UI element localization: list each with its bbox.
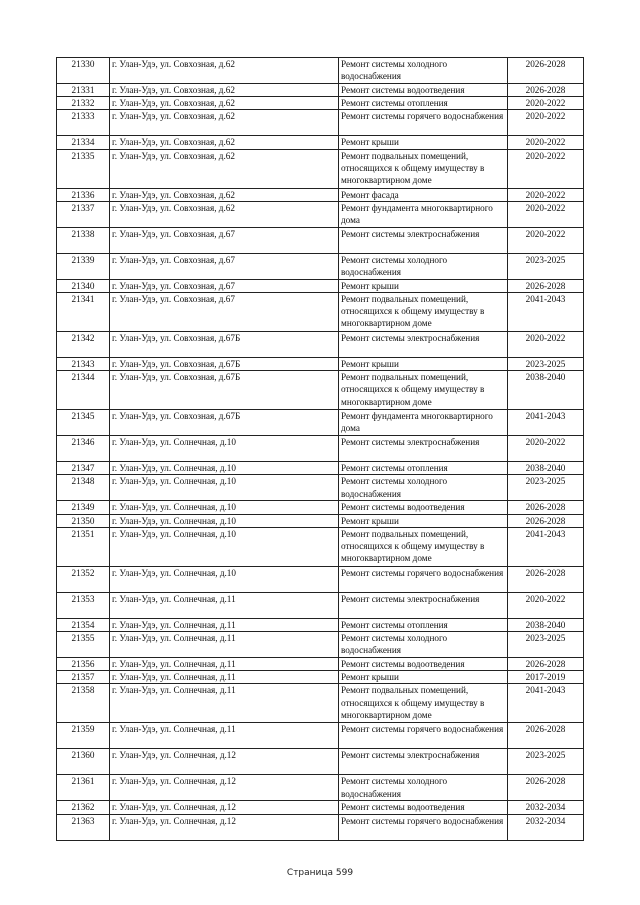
cell-number: 21360	[57, 749, 110, 775]
table-row	[57, 279, 584, 292]
cell-period: 2041-2043	[508, 293, 584, 332]
cell-address: г. Улан-Удэ, ул. Совхозная, д.62	[110, 58, 339, 84]
table-row	[57, 749, 584, 775]
cell-number: 21346	[57, 436, 110, 462]
cell-address: г. Улан-Удэ, ул. Солнечная, д.11	[110, 592, 339, 618]
cell-address: г. Улан-Удэ, ул. Совхозная, д.62	[110, 149, 339, 188]
cell-work-type: Ремонт системы электроснабжения	[339, 436, 508, 462]
cell-work-type: Ремонт системы холодного водоснабжения	[339, 253, 508, 279]
table-row	[57, 371, 584, 410]
cell-work-type: Ремонт системы горячего водоснабжения	[339, 110, 508, 136]
cell-period: 2041-2043	[508, 410, 584, 436]
cell-period: 2026-2028	[508, 501, 584, 514]
cell-address: г. Улан-Удэ, ул. Солнечная, д.11	[110, 632, 339, 658]
cell-number: 21341	[57, 293, 110, 332]
table-row	[57, 658, 584, 671]
cell-work-type: Ремонт подвальных помещений, относящихся к общему имуществу в многоквартирном доме	[339, 293, 508, 332]
cell-period: 2038-2040	[508, 371, 584, 410]
cell-period: 2020-2022	[508, 97, 584, 110]
cell-period: 2020-2022	[508, 149, 584, 188]
cell-period: 2026-2028	[508, 58, 584, 84]
cell-period: 2020-2022	[508, 227, 584, 253]
cell-period: 2026-2028	[508, 84, 584, 97]
table-row	[57, 293, 584, 332]
cell-work-type: Ремонт подвальных помещений, относящихся к общему имуществу в многоквартирном доме	[339, 527, 508, 566]
cell-address: г. Улан-Удэ, ул. Совхозная, д.67	[110, 279, 339, 292]
cell-work-type: Ремонт крыши	[339, 358, 508, 371]
table-body	[57, 58, 584, 841]
cell-work-type: Ремонт подвальных помещений, относящихся к общему имуществу в многоквартирном доме	[339, 684, 508, 723]
cell-number: 21352	[57, 566, 110, 592]
cell-number: 21345	[57, 410, 110, 436]
cell-number: 21358	[57, 684, 110, 723]
cell-work-type: Ремонт системы водоотведения	[339, 84, 508, 97]
cell-period: 2023-2025	[508, 632, 584, 658]
cell-period: 2023-2025	[508, 253, 584, 279]
cell-work-type: Ремонт крыши	[339, 514, 508, 527]
cell-work-type: Ремонт фундамента многоквартирного дома	[339, 201, 508, 227]
table-row	[57, 227, 584, 253]
table-row	[57, 97, 584, 110]
cell-work-type: Ремонт системы водоотведения	[339, 801, 508, 814]
cell-period: 2020-2022	[508, 188, 584, 201]
cell-period: 2023-2025	[508, 749, 584, 775]
cell-address: г. Улан-Удэ, ул. Солнечная, д.11	[110, 658, 339, 671]
cell-address: г. Улан-Удэ, ул. Совхозная, д.67	[110, 227, 339, 253]
cell-address: г. Улан-Удэ, ул. Совхозная, д.62	[110, 188, 339, 201]
cell-work-type: Ремонт системы отопления	[339, 618, 508, 631]
works-table	[56, 57, 584, 841]
cell-period: 2026-2028	[508, 658, 584, 671]
cell-address: г. Улан-Удэ, ул. Солнечная, д.10	[110, 514, 339, 527]
cell-address: г. Улан-Удэ, ул. Солнечная, д.11	[110, 723, 339, 749]
table-row	[57, 462, 584, 475]
cell-number: 21354	[57, 618, 110, 631]
cell-period: 2041-2043	[508, 527, 584, 566]
cell-number: 21344	[57, 371, 110, 410]
cell-address: г. Улан-Удэ, ул. Солнечная, д.12	[110, 749, 339, 775]
cell-work-type: Ремонт системы электроснабжения	[339, 332, 508, 358]
cell-number: 21331	[57, 84, 110, 97]
table-row	[57, 592, 584, 618]
cell-period: 2038-2040	[508, 618, 584, 631]
table-row	[57, 136, 584, 149]
cell-work-type: Ремонт системы горячего водоснабжения	[339, 814, 508, 840]
cell-number: 21361	[57, 775, 110, 801]
cell-address: г. Улан-Удэ, ул. Совхозная, д.67	[110, 253, 339, 279]
table-row	[57, 671, 584, 684]
page-number: Страница 599	[286, 868, 354, 878]
cell-period: 2020-2022	[508, 110, 584, 136]
cell-address: г. Улан-Удэ, ул. Совхозная, д.67	[110, 293, 339, 332]
cell-period: 2020-2022	[508, 201, 584, 227]
cell-work-type: Ремонт системы электроснабжения	[339, 227, 508, 253]
cell-period: 2020-2022	[508, 136, 584, 149]
cell-period: 2038-2040	[508, 462, 584, 475]
table-row	[57, 632, 584, 658]
cell-period: 2023-2025	[508, 358, 584, 371]
cell-period: 2026-2028	[508, 279, 584, 292]
cell-period: 2026-2028	[508, 514, 584, 527]
cell-work-type: Ремонт фасада	[339, 188, 508, 201]
table-row	[57, 58, 584, 84]
cell-number: 21349	[57, 501, 110, 514]
cell-number: 21342	[57, 332, 110, 358]
cell-work-type: Ремонт подвальных помещений, относящихся к общему имуществу в многоквартирном доме	[339, 149, 508, 188]
cell-address: г. Улан-Удэ, ул. Солнечная, д.10	[110, 501, 339, 514]
table-row	[57, 188, 584, 201]
cell-number: 21353	[57, 592, 110, 618]
cell-work-type: Ремонт системы холодного водоснабжения	[339, 775, 508, 801]
cell-number: 21350	[57, 514, 110, 527]
cell-period: 2020-2022	[508, 592, 584, 618]
cell-address: г. Улан-Удэ, ул. Совхозная, д.67Б	[110, 371, 339, 410]
cell-address: г. Улан-Удэ, ул. Совхозная, д.67Б	[110, 410, 339, 436]
cell-work-type: Ремонт системы водоотведения	[339, 501, 508, 514]
cell-number: 21330	[57, 58, 110, 84]
cell-address: г. Улан-Удэ, ул. Солнечная, д.10	[110, 566, 339, 592]
table-row	[57, 110, 584, 136]
cell-work-type: Ремонт подвальных помещений, относящихся к общему имуществу в многоквартирном доме	[339, 371, 508, 410]
cell-number: 21339	[57, 253, 110, 279]
cell-number: 21343	[57, 358, 110, 371]
cell-number: 21347	[57, 462, 110, 475]
cell-address: г. Улан-Удэ, ул. Солнечная, д.12	[110, 814, 339, 840]
cell-number: 21337	[57, 201, 110, 227]
cell-number: 21356	[57, 658, 110, 671]
cell-address: г. Улан-Удэ, ул. Солнечная, д.10	[110, 527, 339, 566]
table-row	[57, 84, 584, 97]
cell-work-type: Ремонт фундамента многоквартирного дома	[339, 410, 508, 436]
cell-address: г. Улан-Удэ, ул. Совхозная, д.62	[110, 84, 339, 97]
cell-number: 21338	[57, 227, 110, 253]
cell-number: 21334	[57, 136, 110, 149]
cell-number: 21351	[57, 527, 110, 566]
cell-number: 21333	[57, 110, 110, 136]
cell-address: г. Улан-Удэ, ул. Солнечная, д.10	[110, 436, 339, 462]
cell-address: г. Улан-Удэ, ул. Совхозная, д.62	[110, 97, 339, 110]
cell-period: 2020-2022	[508, 436, 584, 462]
cell-work-type: Ремонт крыши	[339, 671, 508, 684]
cell-work-type: Ремонт крыши	[339, 136, 508, 149]
cell-number: 21336	[57, 188, 110, 201]
table-row	[57, 527, 584, 566]
table-row	[57, 475, 584, 501]
cell-address: г. Улан-Удэ, ул. Солнечная, д.12	[110, 801, 339, 814]
cell-work-type: Ремонт крыши	[339, 279, 508, 292]
cell-address: г. Улан-Удэ, ул. Солнечная, д.12	[110, 775, 339, 801]
cell-work-type: Ремонт системы отопления	[339, 97, 508, 110]
table-row	[57, 149, 584, 188]
cell-number: 21357	[57, 671, 110, 684]
table-row	[57, 684, 584, 723]
table-row	[57, 514, 584, 527]
cell-period: 2026-2028	[508, 566, 584, 592]
cell-period: 2017-2019	[508, 671, 584, 684]
table-row	[57, 801, 584, 814]
cell-period: 2020-2022	[508, 332, 584, 358]
cell-work-type: Ремонт системы холодного водоснабжения	[339, 475, 508, 501]
cell-address: г. Улан-Удэ, ул. Совхозная, д.62	[110, 136, 339, 149]
cell-address: г. Улан-Удэ, ул. Совхозная, д.67Б	[110, 332, 339, 358]
cell-work-type: Ремонт системы отопления	[339, 462, 508, 475]
cell-work-type: Ремонт системы холодного водоснабжения	[339, 58, 508, 84]
cell-number: 21335	[57, 149, 110, 188]
cell-period: 2026-2028	[508, 775, 584, 801]
table-row	[57, 332, 584, 358]
cell-period: 2023-2025	[508, 475, 584, 501]
table-row	[57, 201, 584, 227]
table-row	[57, 618, 584, 631]
cell-number: 21332	[57, 97, 110, 110]
cell-number: 21359	[57, 723, 110, 749]
cell-work-type: Ремонт системы водоотведения	[339, 658, 508, 671]
cell-address: г. Улан-Удэ, ул. Солнечная, д.11	[110, 671, 339, 684]
cell-work-type: Ремонт системы электроснабжения	[339, 749, 508, 775]
cell-address: г. Улан-Удэ, ул. Совхозная, д.62	[110, 201, 339, 227]
table-row	[57, 775, 584, 801]
cell-work-type: Ремонт системы горячего водоснабжения	[339, 723, 508, 749]
table-row	[57, 814, 584, 840]
cell-address: г. Улан-Удэ, ул. Солнечная, д.10	[110, 462, 339, 475]
cell-number: 21363	[57, 814, 110, 840]
cell-period: 2032-2034	[508, 814, 584, 840]
table-row	[57, 253, 584, 279]
cell-number: 21355	[57, 632, 110, 658]
cell-address: г. Улан-Удэ, ул. Солнечная, д.11	[110, 684, 339, 723]
table-row	[57, 410, 584, 436]
cell-address: г. Улан-Удэ, ул. Солнечная, д.10	[110, 475, 339, 501]
cell-number: 21348	[57, 475, 110, 501]
cell-address: г. Улан-Удэ, ул. Солнечная, д.11	[110, 618, 339, 631]
cell-work-type: Ремонт системы электроснабжения	[339, 592, 508, 618]
table-row	[57, 358, 584, 371]
table-row	[57, 436, 584, 462]
cell-number: 21362	[57, 801, 110, 814]
table-row	[57, 566, 584, 592]
cell-work-type: Ремонт системы горячего водоснабжения	[339, 566, 508, 592]
cell-period: 2032-2034	[508, 801, 584, 814]
cell-period: 2041-2043	[508, 684, 584, 723]
cell-address: г. Улан-Удэ, ул. Совхозная, д.67Б	[110, 358, 339, 371]
cell-work-type: Ремонт системы холодного водоснабжения	[339, 632, 508, 658]
cell-number: 21340	[57, 279, 110, 292]
table-row	[57, 723, 584, 749]
table-row	[57, 501, 584, 514]
cell-address: г. Улан-Удэ, ул. Совхозная, д.62	[110, 110, 339, 136]
cell-period: 2026-2028	[508, 723, 584, 749]
